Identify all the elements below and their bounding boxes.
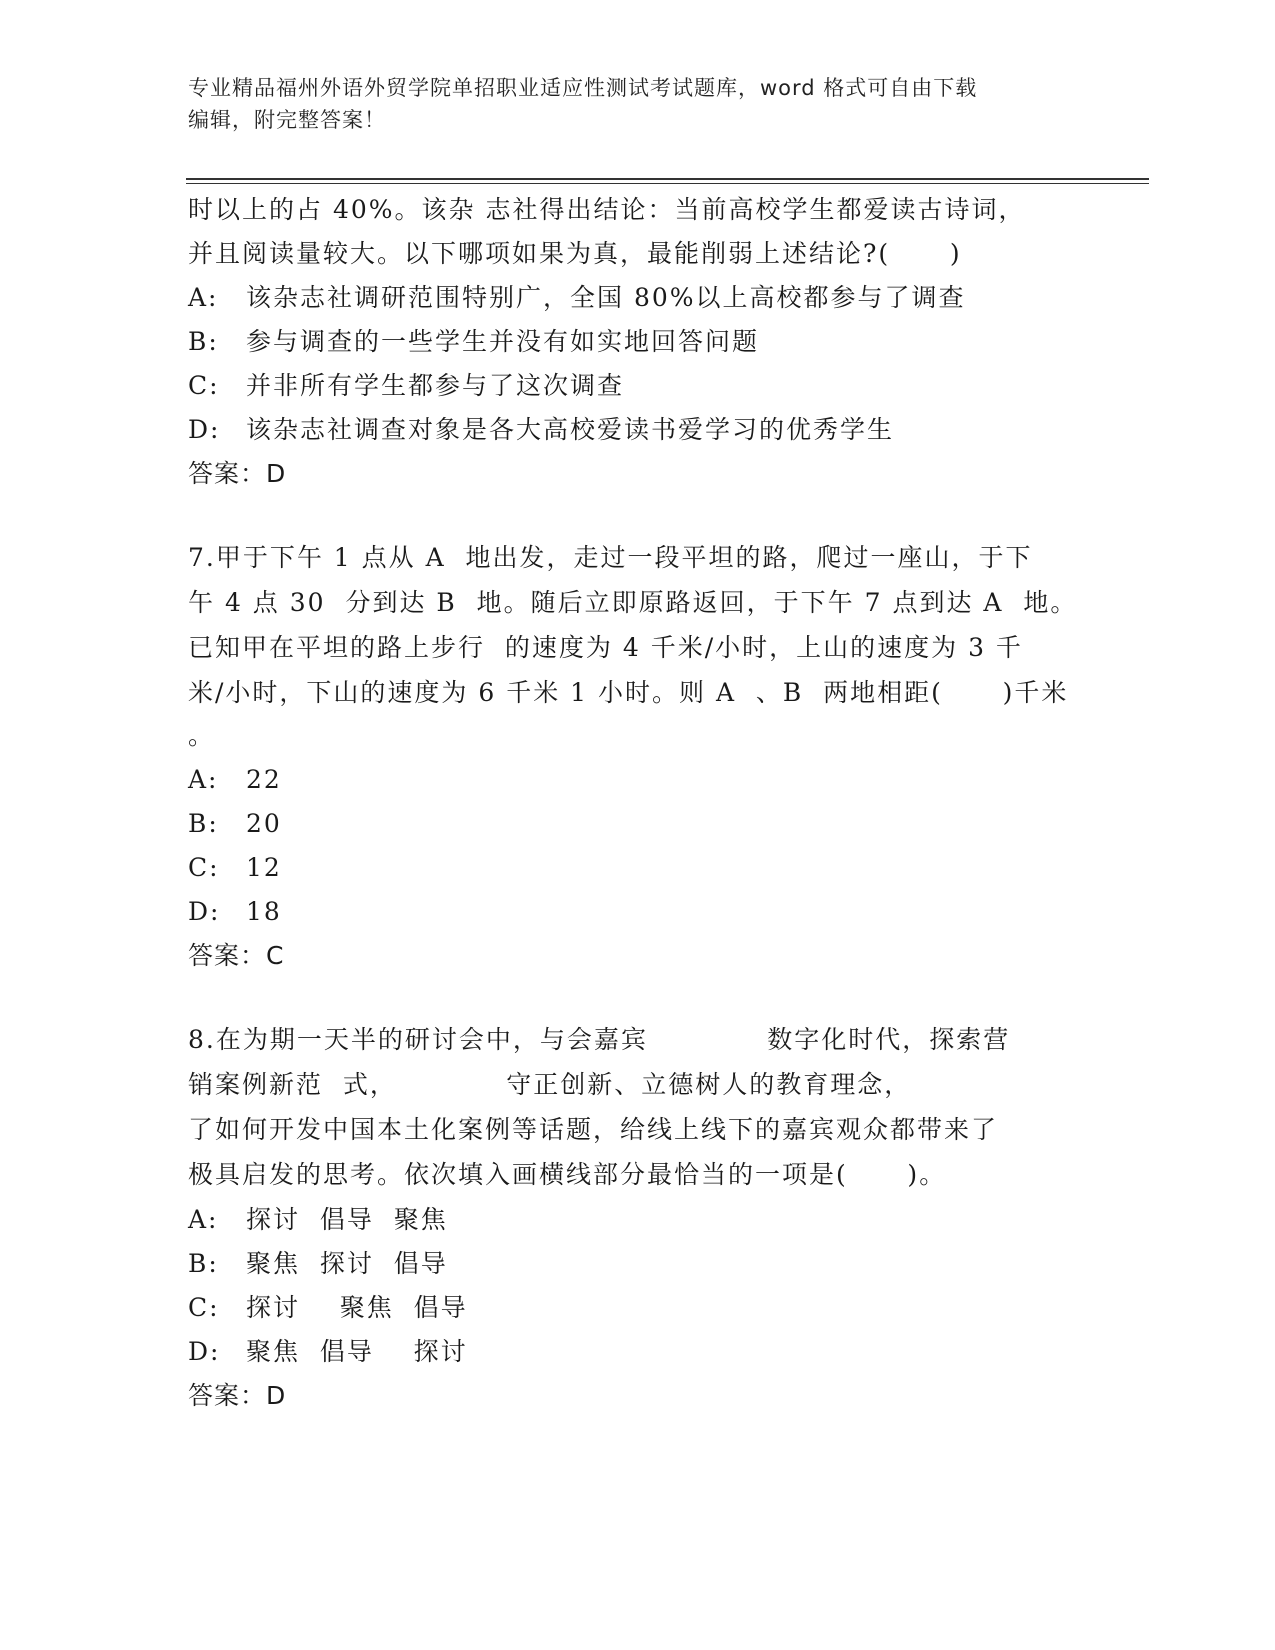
q7-stem-line: 已知甲在平坦的路上步行 的速度为 4 千米/小时，上山的速度为 3 千 [188,633,1023,662]
header-rule-thick [186,178,1149,180]
q7-stem-line: 。 [188,721,216,750]
q7-answer: 答案：C [188,941,285,970]
q6-option-b: B: 参与调查的一些学生并没有如实地回答问题 [188,327,760,356]
q7-stem-line: 午 4 点 30 分到达 B 地。随后立即原路返回，于下午 7 点到达 A 地。 [188,588,1078,617]
q7-option-a: A: 22 [188,765,282,794]
q6-stem-line: 并且阅读量较大。以下哪项如果为真，最能削弱上述结论?( ) [188,239,962,268]
q8-option-b: B: 聚焦 探讨 倡导 [188,1249,448,1278]
header-line-2: 编辑，附完整答案！ [188,108,386,132]
q7-stem-line: 米/小时，下山的速度为 6 千米 1 小时。则 A 、B 两地相距( )千米 [188,678,1069,707]
q6-option-c: C: 并非所有学生都参与了这次调查 [188,371,625,400]
q8-answer: 答案：D [188,1381,287,1410]
q8-option-d: D: 聚焦 倡导 探讨 [188,1337,468,1366]
q8-stem-line: 8.在为期一天半的研讨会中，与会嘉宾 数字化时代，探索营 [188,1025,1011,1054]
header-line-1: 专业精品福州外语外贸学院单招职业适应性测试考试题库，word 格式可自由下载 [188,76,978,100]
q7-option-c: C: 12 [188,853,282,882]
q6-answer: 答案：D [188,459,287,488]
q7-option-b: B: 20 [188,809,282,838]
q8-option-c: C: 探讨 聚焦 倡导 [188,1293,468,1322]
q8-stem-line: 了如何开发中国本土化案例等话题，给线上线下的嘉宾观众都带来了 [188,1115,999,1144]
q8-stem-line: 极具启发的思考。依次填入画横线部分最恰当的一项是( )。 [188,1160,947,1189]
q8-option-a: A: 探讨 倡导 聚焦 [188,1205,448,1234]
q6-option-a: A: 该杂志社调研范围特别广，全国 80%以上高校都参与了调查 [188,283,966,312]
q7-option-d: D: 18 [188,897,282,926]
q6-option-d: D: 该杂志社调查对象是各大高校爱读书爱学习的优秀学生 [188,415,895,444]
document-header [188,72,1068,136]
q7-stem-line: 7.甲于下午 1 点从 A 地出发，走过一段平坦的路，爬过一座山，于下 [188,543,1033,572]
q6-stem-line: 时以上的占 40%。该杂 志社得出结论：当前高校学生都爱读古诗词， [188,195,1026,224]
header-rule-thin [186,183,1149,184]
q8-stem-line: 销案例新范 式， 守正创新、立德树人的教育理念， [188,1070,912,1099]
